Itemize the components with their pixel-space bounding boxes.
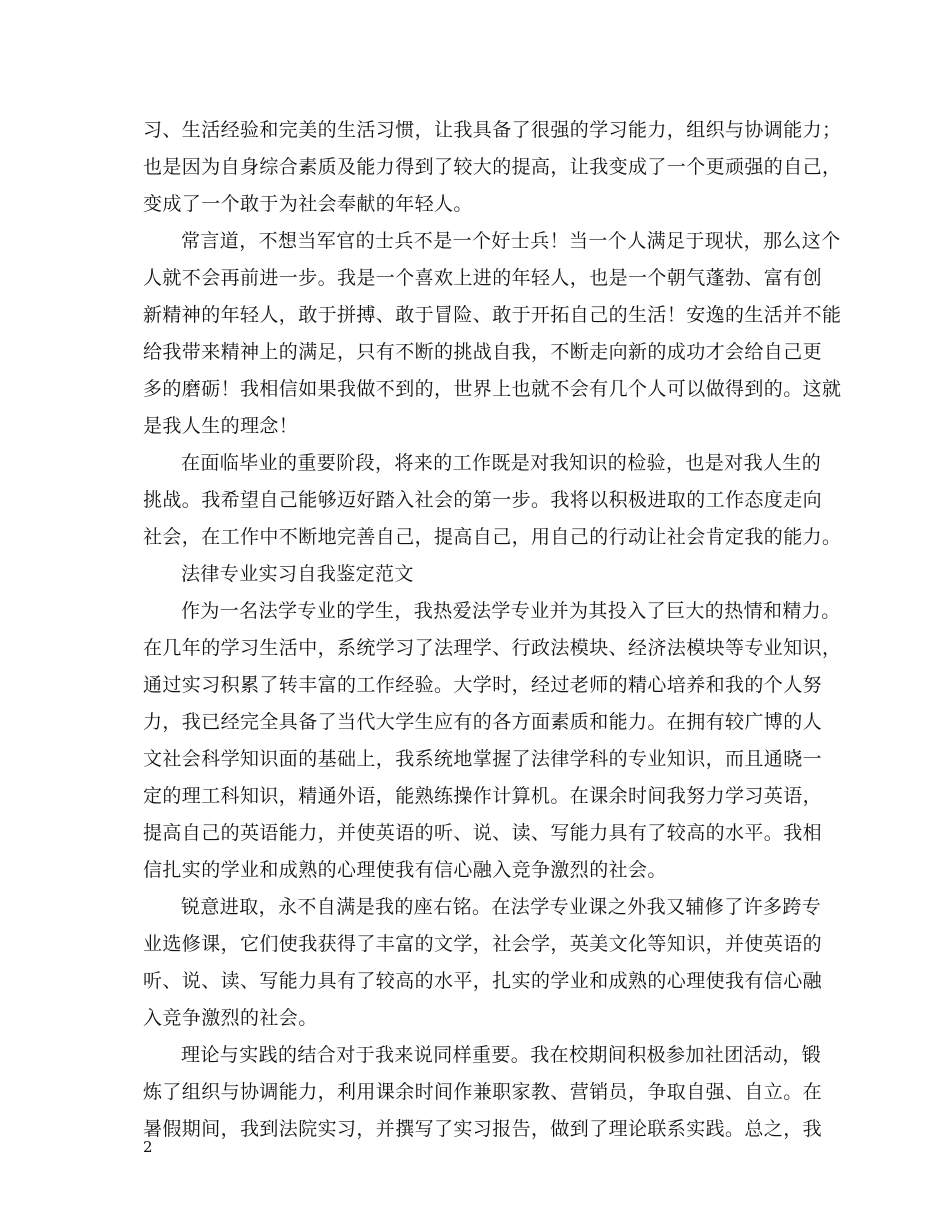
text-line: 理论与实践的结合对于我来说同样重要。我在校期间积极参加社团活动，锻 — [181, 1044, 822, 1066]
text-line: 多的磨砺！我相信如果我做不到的，世界上也就不会有几个人可以做得到的。这就 — [143, 378, 842, 400]
text-line: 定的理工科知识，精通外语，能熟练操作计算机。在课余时间我努力学习英语， — [143, 785, 823, 807]
page-number: 2 — [143, 1138, 153, 1156]
text-line: 变成了一个敢于为社会奉献的年轻人。 — [143, 193, 473, 215]
text-line: 炼了组织与协调能力，利用课余时间作兼职家教、营销员，争取自强、自立。在 — [143, 1081, 823, 1103]
text-line: 文社会科学知识面的基础上，我系统地掌握了法律学科的专业知识，而且通晓一 — [143, 748, 823, 770]
text-line: 在面临毕业的重要阶段，将来的工作既是对我知识的检验，也是对我人生的 — [181, 452, 822, 474]
text-line: 提高自己的英语能力，并使英语的听、说、读、写能力具有了较高的水平。我相 — [143, 822, 823, 844]
text-line: 力，我已经完全具备了当代大学生应有的各方面素质和能力。在拥有较广博的人 — [143, 711, 823, 733]
text-line: 暑假期间，我到法院实习，并撰写了实习报告，做到了理论联系实践。总之，我 — [143, 1118, 823, 1140]
text-line: 习、生活经验和完美的生活习惯，让我具备了很强的学习能力，组织与协调能力； — [143, 119, 842, 141]
text-line: 新精神的年轻人，敢于拼搏、敢于冒险、敢于开拓自己的生活！安逸的生活并不能 — [143, 304, 842, 326]
text-line: 人就不会再前进一步。我是一个喜欢上进的年轻人，也是一个朝气蓬勃、富有创 — [143, 267, 823, 289]
text-line: 挑战。我希望自己能够迈好踏入社会的第一步。我将以积极进取的工作态度走向 — [143, 489, 823, 511]
text-line: 是我人生的理念！ — [143, 415, 299, 437]
text-line: 在几年的学习生活中，系统学习了法理学、行政法模块、经济法模块等专业知识， — [143, 637, 842, 659]
text-line: 锐意进取，永不自满是我的座右铭。在法学专业课之外我又辅修了许多跨专 — [181, 896, 822, 918]
text-line: 社会，在工作中不断地完善自己，提高自己，用自己的行动让社会肯定我的能力。 — [143, 526, 842, 548]
text-line: 信扎实的学业和成熟的心理使我有信心融入竞争激烈的社会。 — [143, 859, 667, 881]
text-line: 作为一名法学专业的学生，我热爱法学专业并为其投入了巨大的热情和精力。 — [181, 600, 841, 622]
text-line: 给我带来精神上的满足，只有不断的挑战自我，不断走向新的成功才会给自己更 — [143, 341, 823, 363]
text-line: 业选修课，它们使我获得了丰富的文学，社会学，英美文化等知识，并使英语的 — [143, 933, 823, 955]
text-line: 入竞争激烈的社会。 — [143, 1007, 318, 1029]
section-heading: 法律专业实习自我鉴定范文 — [181, 563, 414, 585]
text-line: 听、说、读、写能力具有了较高的水平，扎实的学业和成熟的心理使我有信心融 — [143, 970, 823, 992]
text-line: 常言道，不想当军官的士兵不是一个好士兵！当一个人满足于现状，那么这个 — [181, 230, 841, 252]
text-line: 也是因为自身综合素质及能力得到了较大的提高，让我变成了一个更顽强的自己， — [143, 156, 842, 178]
text-line: 通过实习积累了转丰富的工作经验。大学时，经过老师的精心培养和我的个人努 — [143, 674, 823, 696]
